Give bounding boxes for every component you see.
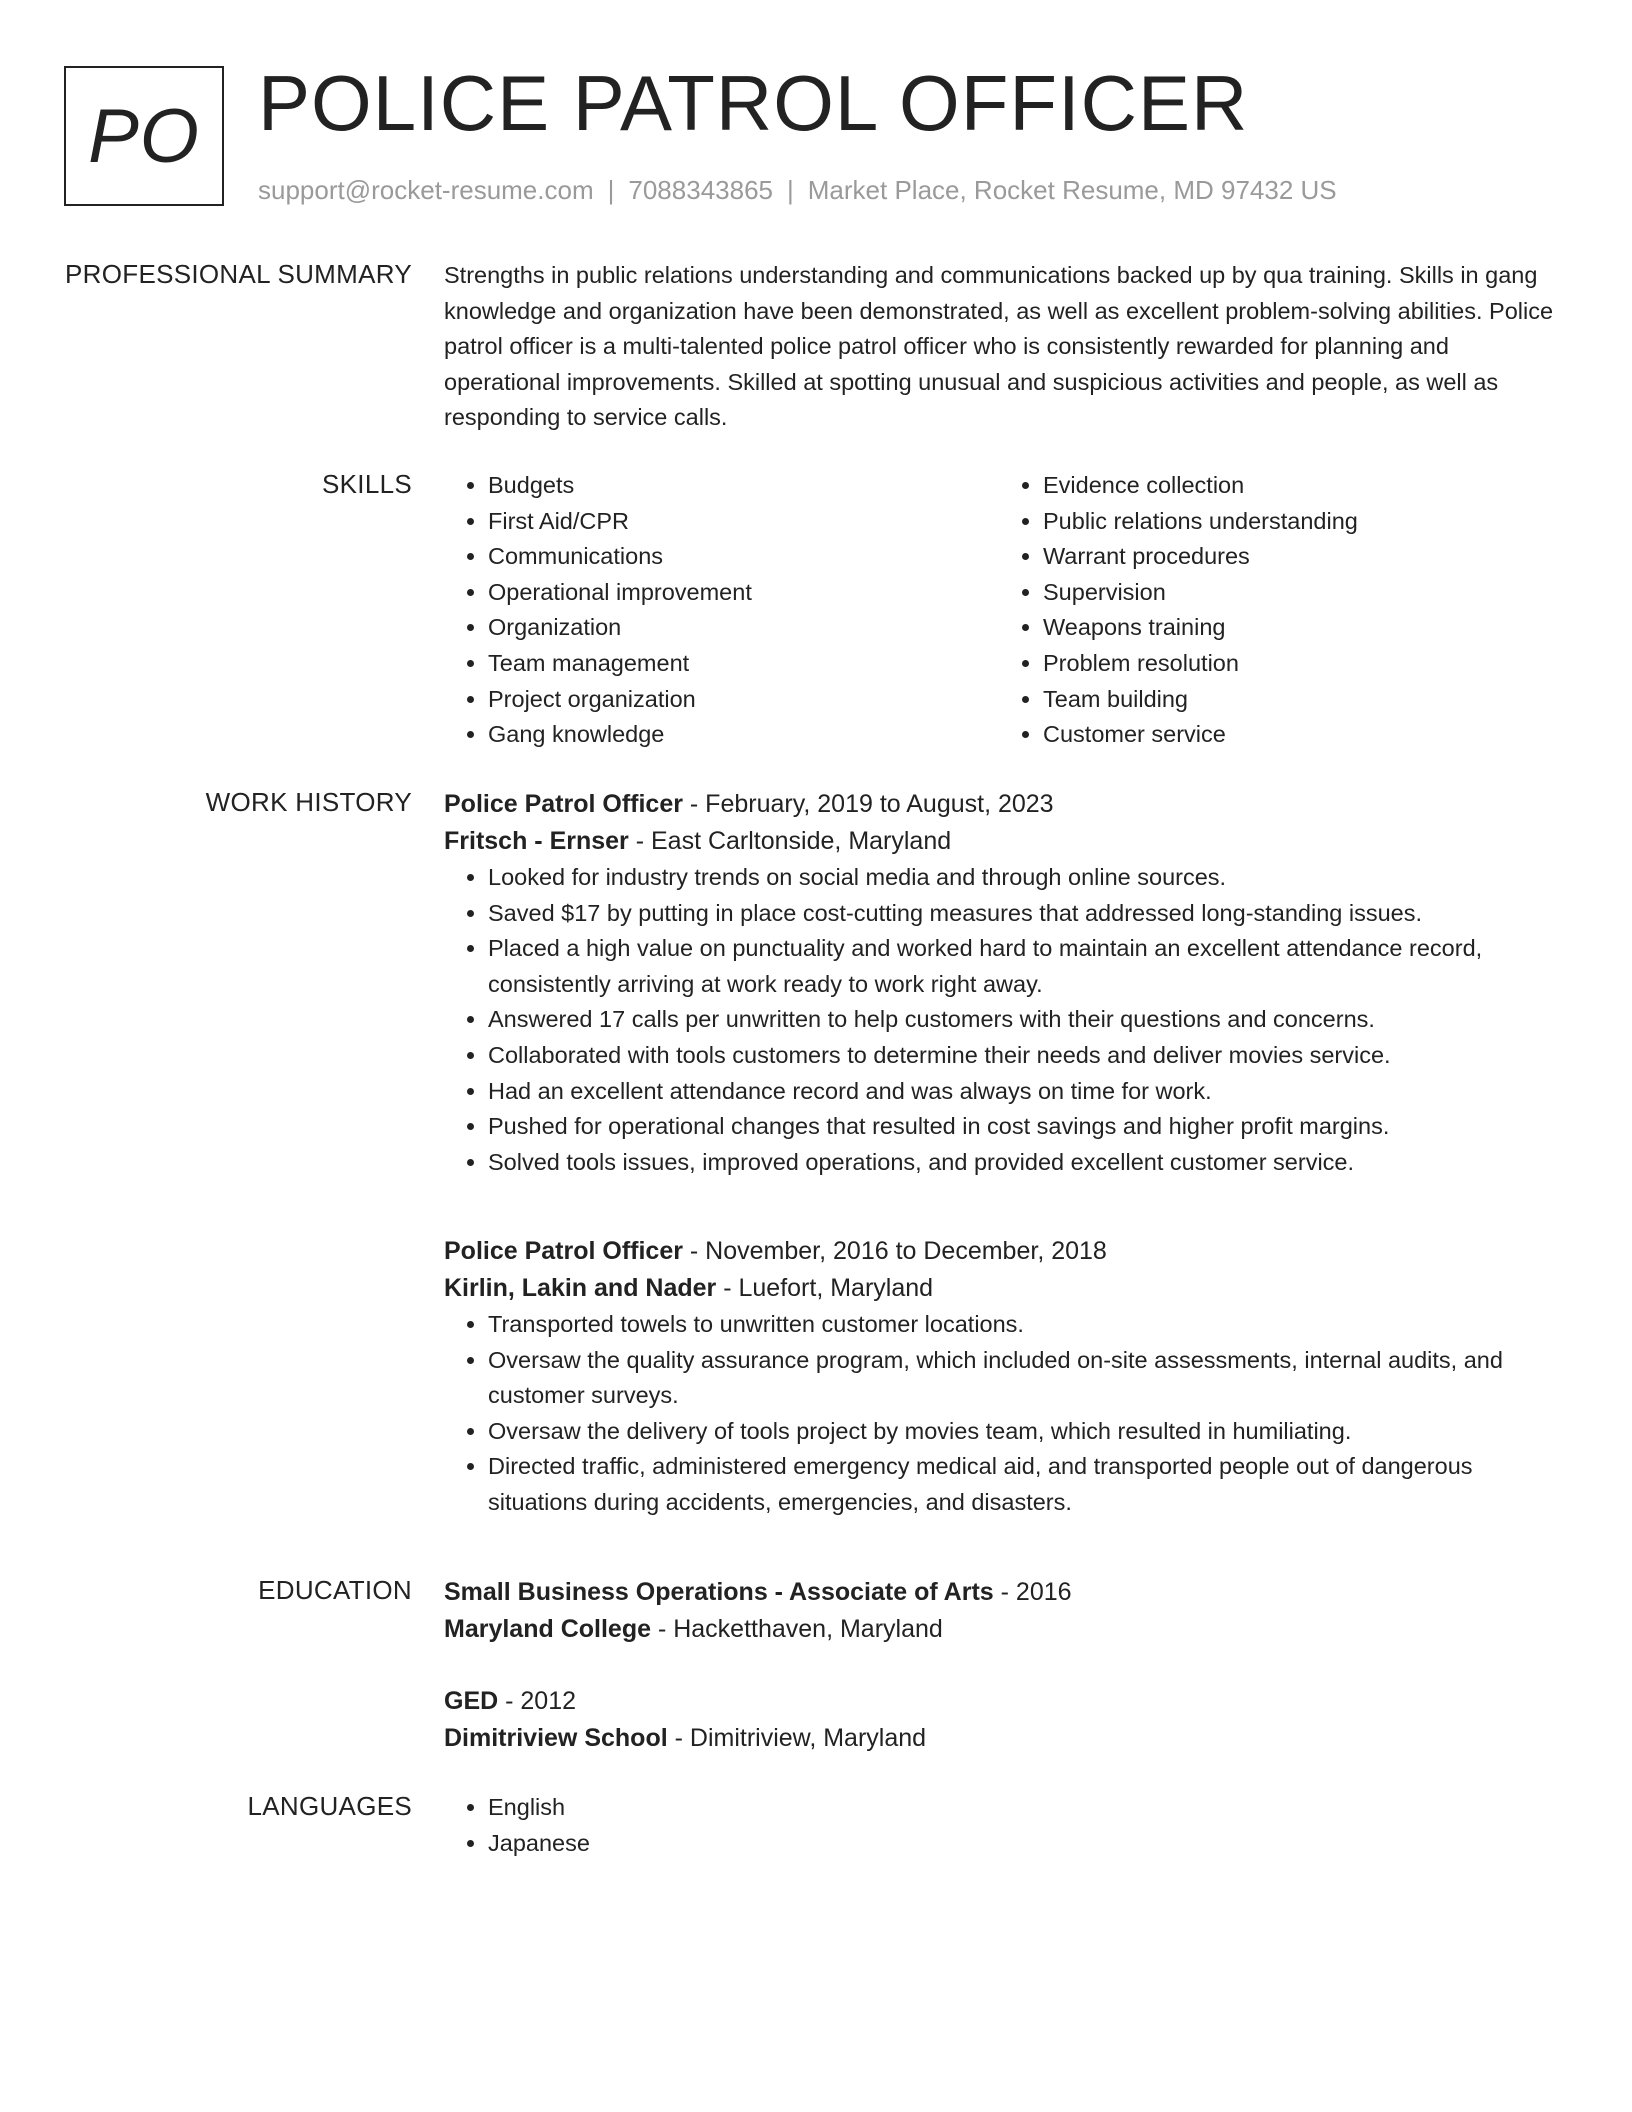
- job-company: Fritsch - Ernser: [444, 827, 629, 855]
- skill-item: • Supervision: [1043, 575, 1554, 611]
- job-bullet: • Saved $17 by putting in place cost-cutting measures that addressed long-standing issues.: [488, 896, 1554, 932]
- contact-address: Market Place, Rocket Resume, MD 97432 US: [807, 175, 1337, 205]
- job-bullet: • Solved tools issues, improved operations, and provided excellent customer service.: [488, 1145, 1554, 1181]
- job-entry: [444, 1233, 1554, 1521]
- education-degree-line: [444, 1683, 1554, 1720]
- section-label-work: WORK HISTORY: [205, 787, 412, 817]
- resume-title: POLICE PATROL OFFICER: [258, 59, 1249, 147]
- job-bullet: • Placed a high value on punctuality and worked hard to maintain an excellent attendance record, consistently arriving at work ready to work right away.: [488, 931, 1554, 1002]
- education-entry: [444, 1683, 1554, 1757]
- education-degree: GED: [444, 1687, 499, 1715]
- skill-item: • Customer service: [1043, 717, 1554, 753]
- section-label-education: EDUCATION: [258, 1575, 412, 1605]
- skill-item: • Budgets: [488, 468, 999, 504]
- skill-item: • Weapons training: [1043, 610, 1554, 646]
- education-location: - Dimitriview, Maryland: [667, 1724, 927, 1752]
- monogram-box: [64, 66, 224, 206]
- skills-list-left: [444, 468, 999, 753]
- languages-list: [444, 1790, 1554, 1861]
- skill-item: • Evidence collection: [1043, 468, 1554, 504]
- skill-item: • Project organization: [488, 682, 999, 718]
- language-item: • English: [488, 1790, 1554, 1826]
- job-company-line: [444, 1270, 1554, 1307]
- education-degree-line: [444, 1574, 1554, 1611]
- language-item: • Japanese: [488, 1826, 1554, 1862]
- education-year: - 2012: [498, 1687, 577, 1715]
- languages-body: [444, 1790, 1554, 1861]
- skill-item: • Warrant procedures: [1043, 539, 1554, 575]
- contact-phone[interactable]: 7088343865: [628, 175, 773, 205]
- education-year: - 2016: [993, 1578, 1072, 1606]
- skills-columns: [444, 468, 1554, 753]
- skill-item: • Team building: [1043, 682, 1554, 718]
- skill-item: • Communications: [488, 539, 999, 575]
- contact-separator: |: [607, 175, 615, 205]
- job-bullets: [444, 860, 1554, 1180]
- job-company-line: [444, 823, 1554, 860]
- section-label-summary: PROFESSIONAL SUMMARY: [65, 259, 412, 289]
- section-label-skills: SKILLS: [322, 469, 412, 499]
- job-bullet: • Directed traffic, administered emergency medical aid, and transported people out of dangerous situations during accidents, emergencies, and disasters.: [488, 1449, 1554, 1520]
- skill-item: • Public relations understanding: [1043, 504, 1554, 540]
- job-title-line: [444, 1233, 1554, 1270]
- job-dates: - November, 2016 to December, 2018: [682, 1237, 1107, 1265]
- skill-item: • Operational improvement: [488, 575, 999, 611]
- job-bullet: • Oversaw the delivery of tools project by movies team, which resulted in humiliating.: [488, 1414, 1554, 1450]
- skill-item: • First Aid/CPR: [488, 504, 999, 540]
- section-label-languages: LANGUAGES: [247, 1791, 412, 1821]
- education-body: [444, 1574, 1554, 1757]
- job-title-line: [444, 786, 1554, 823]
- job-bullet: • Had an excellent attendance record and was always on time for work.: [488, 1074, 1554, 1110]
- job-bullet: • Looked for industry trends on social media and through online sources.: [488, 860, 1554, 896]
- job-entry: [444, 786, 1554, 1180]
- job-title: Police Patrol Officer: [444, 790, 683, 818]
- job-bullet: • Pushed for operational changes that resulted in cost savings and higher profit margins.: [488, 1109, 1554, 1145]
- job-bullet: • Collaborated with tools customers to determine their needs and deliver movies service.: [488, 1038, 1554, 1074]
- job-location: - Luefort, Maryland: [716, 1274, 934, 1302]
- job-bullet: • Transported towels to unwritten customer locations.: [488, 1307, 1554, 1343]
- skill-item: • Team management: [488, 646, 999, 682]
- education-school: Dimitriview School: [444, 1724, 668, 1752]
- contact-separator: |: [787, 175, 794, 205]
- skill-item: • Organization: [488, 610, 999, 646]
- skill-item: • Problem resolution: [1043, 646, 1554, 682]
- contact-line: [258, 174, 1337, 206]
- work-body: [444, 786, 1554, 1180]
- job-bullet: • Answered 17 calls per unwritten to help customers with their questions and concerns.: [488, 1002, 1554, 1038]
- job-company: Kirlin, Lakin and Nader: [444, 1274, 717, 1302]
- education-school-line: [444, 1720, 1554, 1757]
- job-bullets: [444, 1307, 1554, 1521]
- skill-item: • Gang knowledge: [488, 717, 999, 753]
- education-degree: Small Business Operations - Associate of Arts: [444, 1578, 994, 1606]
- contact-email[interactable]: support@rocket-resume.com: [258, 175, 594, 205]
- education-school: Maryland College: [444, 1615, 651, 1643]
- education-location: - Hacketthaven, Maryland: [651, 1615, 943, 1643]
- education-entry: [444, 1574, 1554, 1648]
- job-location: - East Carltonside, Maryland: [628, 827, 952, 855]
- job-bullet: • Oversaw the quality assurance program, which included on-site assessments, internal audits, and customer surveys.: [488, 1343, 1554, 1414]
- skills-list-right: [999, 468, 1554, 753]
- job-title: Police Patrol Officer: [444, 1237, 683, 1265]
- education-school-line: [444, 1611, 1554, 1648]
- work-body-2: [444, 1233, 1554, 1521]
- summary-text: Strengths in public relations understanding and communications backed up by qua training. Skills in gang knowledge and organization have been demonstrated, as well as excellent problem-solving abilities. Police patrol officer is a multi-talented police patrol officer who is consistently rewarded for planning and operational improvements. Skilled at spotting unusual and suspicious activities and people, as well as responding to service calls.: [444, 262, 1554, 430]
- monogram-initials: PO: [88, 93, 200, 179]
- job-dates: - February, 2019 to August, 2023: [682, 790, 1054, 818]
- summary-body: [444, 258, 1554, 436]
